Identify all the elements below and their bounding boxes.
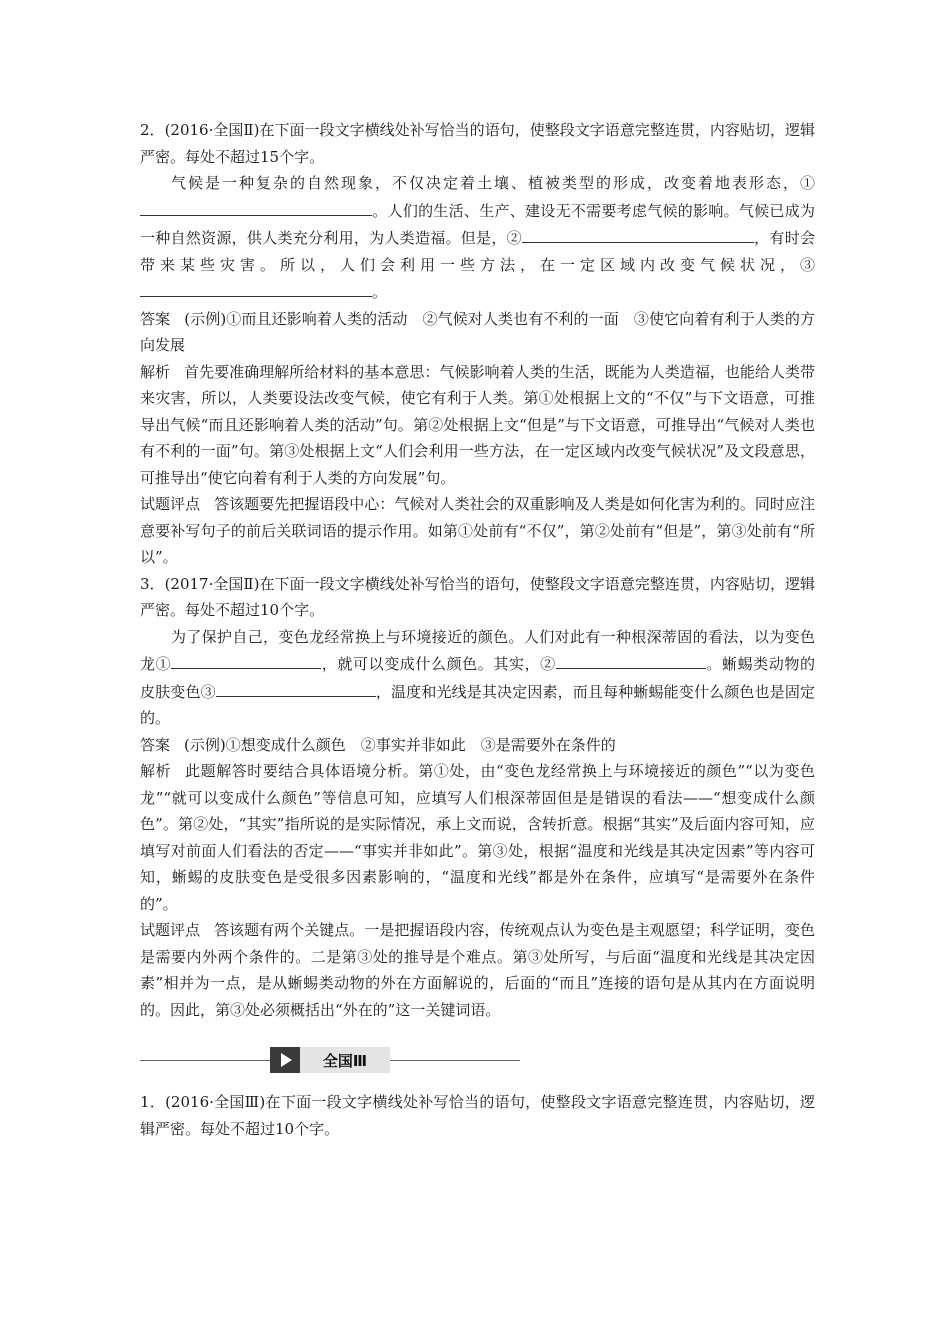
divider [140, 1060, 270, 1061]
review-label: 试题评点 [140, 495, 201, 513]
analysis-text: 首先要准确理解所给材料的基本意思：气候影响着人类的生活，既能为人类造福，也能给人类带来灾害，所以，人类要设法改变气候，使它有利于人类。第①处根据上文的“不仅”与下文语意，可推导出气候“而且还影响着人类的活动”句。第②处根据上文“但是”与下文语意，可推导出“气候对人类也有不利的一面”句。第③处根据上文“人们会利用一些方法，在一定区域内改变气候状况”及文段意思，可推导出“使它向着有利于人类的方向发展”句。 [140, 362, 815, 487]
question-3-review [140, 917, 815, 1023]
passage-text: ，温度和光线是其决定因素，而且每种蜥蜴能变什么颜色也是固定的。 [140, 682, 815, 727]
question-2-heading: 2．(2016·全国Ⅱ)在下面一段文字横线处补写恰当的语句，使整段文字语意完整连贯，内容贴切，逻辑严密。每处不超过15个字。 [140, 121, 815, 166]
review-text: 答该题有两个关键点。一是把握语段内容，传统观点认为变色是主观愿望；科学证明，变色是需要内外两个条件的。二是第③处的推导是个难点。第③处所写，与后面“温度和光线是其决定因素”相并为一点，是从蜥蜴类动物的外在方面解说的，后面的“而且”连接的语句是从其内在方面说明的。因此，第③处必须概括出“外在的”这一关键词语。 [140, 921, 815, 1019]
answer-blank-1[interactable] [140, 197, 372, 216]
answer-text: (示例)①想变成什么颜色 ②事实并非如此 ③是需要外在条件的 [184, 735, 616, 754]
analysis-label: 解析 [140, 762, 172, 780]
answer-blank-1[interactable] [171, 650, 321, 669]
passage-text: 。 [372, 283, 388, 301]
answer-blank-2[interactable] [522, 224, 754, 243]
question-1-heading: 1．(2016·全国Ⅲ)在下面一段文字横线处补写恰当的语句，使整段文字语意完整连贯，内容贴切，逻辑严密。每处不超过10个字。 [140, 1093, 815, 1138]
passage-text: 。蜥蜴类动物的皮肤变色③ [140, 655, 815, 701]
question-2-review [140, 491, 815, 571]
answer-label: 答案 [140, 309, 171, 328]
play-triangle-icon [270, 1047, 300, 1073]
document-page [140, 117, 815, 1142]
passage-text: 。人们的生活、生产、建设无不需要考虑气候的影响。气候已成为一种自然资源，供人类充分利用，为人类造福。但是，② [140, 201, 815, 247]
question-2-answer [140, 306, 815, 359]
answer-label: 答案 [140, 735, 171, 754]
question-3-answer [140, 732, 815, 759]
question-3-analysis [140, 758, 815, 917]
review-label: 试题评点 [140, 921, 201, 939]
passage-text: ，有时会带来某些灾害。所以，人们会利用一些方法，在一定区域内改变气候状况，③ [140, 229, 815, 274]
answer-text: (示例)①而且还影响着人类的活动 ②气候对人类也有不利的一面 ③使它向着有利于人类的方向发展 [140, 309, 815, 354]
section-header [140, 1041, 815, 1081]
question-2-passage [140, 170, 815, 306]
review-text: 答该题要先把握语段中心：气候对人类社会的双重影响及人类是如何化害为利的。同时应注意要补写句子的前后关联词语的提示作用。如第①处前有“不仅”，第②处前有“但是”，第③处前有“所以”。 [140, 495, 815, 566]
answer-blank-3[interactable] [216, 678, 376, 697]
answer-blank-2[interactable] [556, 650, 706, 669]
passage-text: 为了保护自己，变色龙经常换上与环境接近的颜色。人们对此有一种根深蒂固的看法，以为变色龙① [140, 627, 815, 673]
passage-text: ，就可以变成什么颜色。其实，② [321, 655, 556, 673]
divider [390, 1060, 520, 1061]
passage-text: 气候是一种复杂的自然现象，不仅决定着土壤、植被类型的形成，改变着地表形态，① [171, 174, 815, 192]
analysis-label: 解析 [140, 362, 171, 381]
question-2-analysis [140, 359, 815, 492]
answer-blank-3[interactable] [140, 278, 372, 297]
section-title: 全国Ⅲ [300, 1047, 390, 1073]
analysis-text: 此题解答时要结合具体语境分析。第①处，由“变色龙经常换上与环境接近的颜色”“以为变色龙”“就可以变成什么颜色”等信息可知，应填写人们根深蒂固但是是错误的看法——“想变成什么颜色”。第②处，“其实”指所说的是实际情况，承上文而说，含转折意。根据“其实”及后面内容可知，应填写对前面人们看法的否定——“事实并非如此”。第③处，根据“温度和光线是其决定因素”等内容可知，蜥蜴的皮肤变色是受很多因素影响的，“温度和光线”都是外在条件，应填写“是需要外在条件的”。 [140, 762, 815, 913]
question-3-passage [140, 624, 815, 732]
question-3-heading: 3．(2017·全国Ⅱ)在下面一段文字横线处补写恰当的语句，使整段文字语意完整连贯，内容贴切，逻辑严密。每处不超过10个字。 [140, 574, 815, 619]
